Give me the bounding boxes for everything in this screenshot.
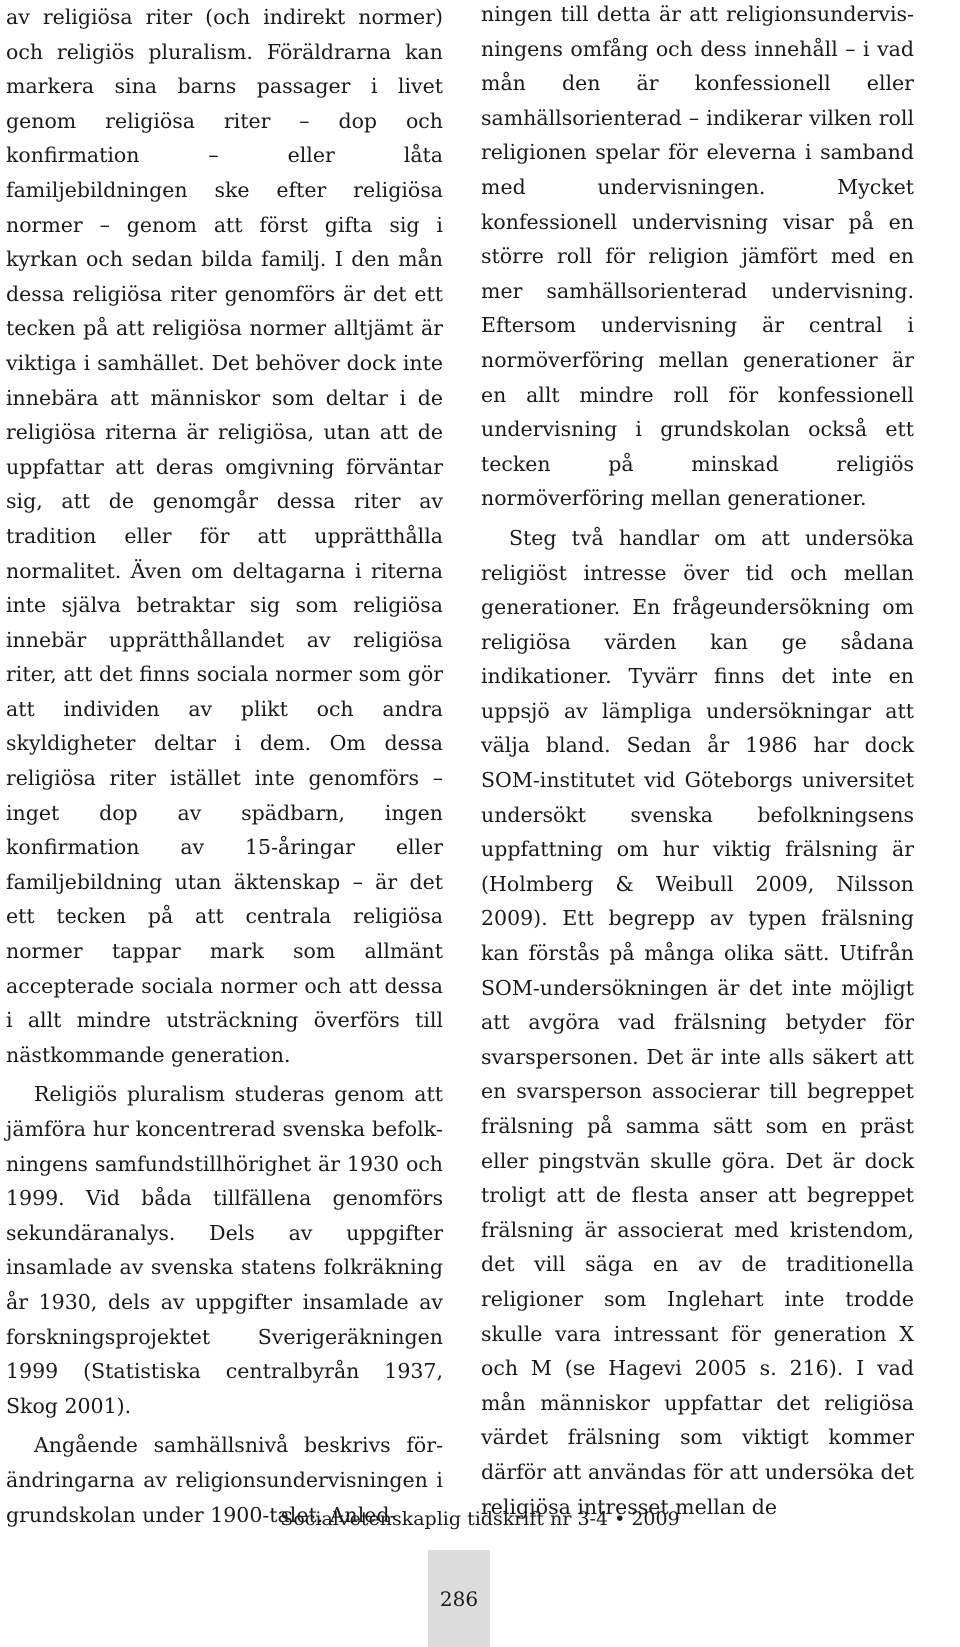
left-column xyxy=(6,0,443,1532)
right-paragraph-1: ningen till detta är att religionsundervisningens omfång och dess innehåll – i vad mån den är konfessionell eller samhällsorienterad – indikerar vilken roll religionen spelar för eleverna i samband med undervisningen. Mycket konfessionell undervisning visar på en större roll för religion jämfört med en mer samhällsorienterad undervisning. Eftersom undervisning är central i normöverföring mellan generationer är en allt mindre roll för konfessionell undervisning i grundskolan också ett tecken på minskad religiös normöverföring mellan generationer. xyxy=(481,2,914,511)
left-paragraph-1: av religiösa riter (och indirekt normer) och religiös pluralism. Föräldrarna kan markera sina barns passager i livet genom religiösa riter – dop och konfirmation – eller låta familjebildningen ske efter religiösa normer – genom att först gifta sig i kyrkan och sedan bilda familj. I den mån dessa religiösa riter genomförs är det ett tecken på att religiösa normer alltjämt är viktiga i samhället. Det behöver dock inte innebära att människor som deltar i de religiösa riterna är religiösa, utan att de uppfattar att deras omgivning förväntar sig, att de genomgår dessa riter av tradition eller för att upprätthålla normalitet. Även om deltagarna i riterna inte själva betraktar sig som religiösa innebär upprätthållandet av religiösa riter, att det finns sociala normer som gör att individen av plikt och andra skyldigheter deltar i dem. Om dessa religiösa riter istället inte genomförs – inget dop av spädbarn, ingen konfirmation av 15-åringar eller familjebildning utan äktenskap – är det ett tecken på att centrala religiösa normer tappar mark som allmänt accepterade sociala normer och att dessa i allt mindre utsträckning överförs till nästkommande generation. xyxy=(6,5,443,1067)
page-number-tab xyxy=(428,1550,490,1647)
page-number: 286 xyxy=(439,1586,479,1611)
left-paragraph-2: Religiös pluralism studeras genom att jämföra hur koncentrerad svenska befolkningens samfundstillhörighet är 1930 och 1999. Vid båda tillfällena genomförs sekundäranalys. Dels av uppgifter insamlade av svenska statens folkräkning år 1930, dels av uppgifter insamlade av forskningsprojektet Sverigeräkningen 1999 (Statistiska centralbyrån 1937, Skog 2001). xyxy=(6,1082,443,1418)
journal-footer: Socialvetenskaplig tidskrift nr 3-4 • 2009 xyxy=(280,1508,680,1530)
right-paragraph-2: Steg två handlar om att undersöka religiöst intresse över tid och mellan generationer. En frågeundersökning om religiösa värden kan ge sådana indikationer. Tyvärr finns det inte en uppsjö av lämpliga undersökningar att välja bland. Sedan år 1986 har dock SOM-institutet vid Göteborgs universitet undersökt svenska befolkningsens uppfattning om hur viktig frälsning är (Holmberg & Weibull 2009, Nilsson 2009). Ett begrepp av typen frälsning kan förstås på många olika sätt. Utifrån SOM-undersökningen är det inte möjligt att avgöra vad frälsning betyder för svarspersonen. Det är inte alls säkert att en svarsperson associerar till begreppet frälsning på samma sätt som en präst eller pingstvän skulle göra. Det är dock troligt att de flesta anser att begreppet frälsning är associerat med kristendom, det vill säga en av de traditionella religioner som Inglehart inte trodde skulle vara intressant för generation X och M (se Hagevi 2005 s. 216). I vad mån människor uppfattar det religiösa värdet frälsning som viktigt kommer därför att användas för att undersöka det religiösa intresset mellan de xyxy=(481,525,914,1519)
right-column xyxy=(481,0,914,1524)
left-paragraph-3: Angående samhällsnivå beskrivs förändringarna av religionsundervisningen i grundskolan under 1900-talet. Anled- xyxy=(6,1433,443,1527)
